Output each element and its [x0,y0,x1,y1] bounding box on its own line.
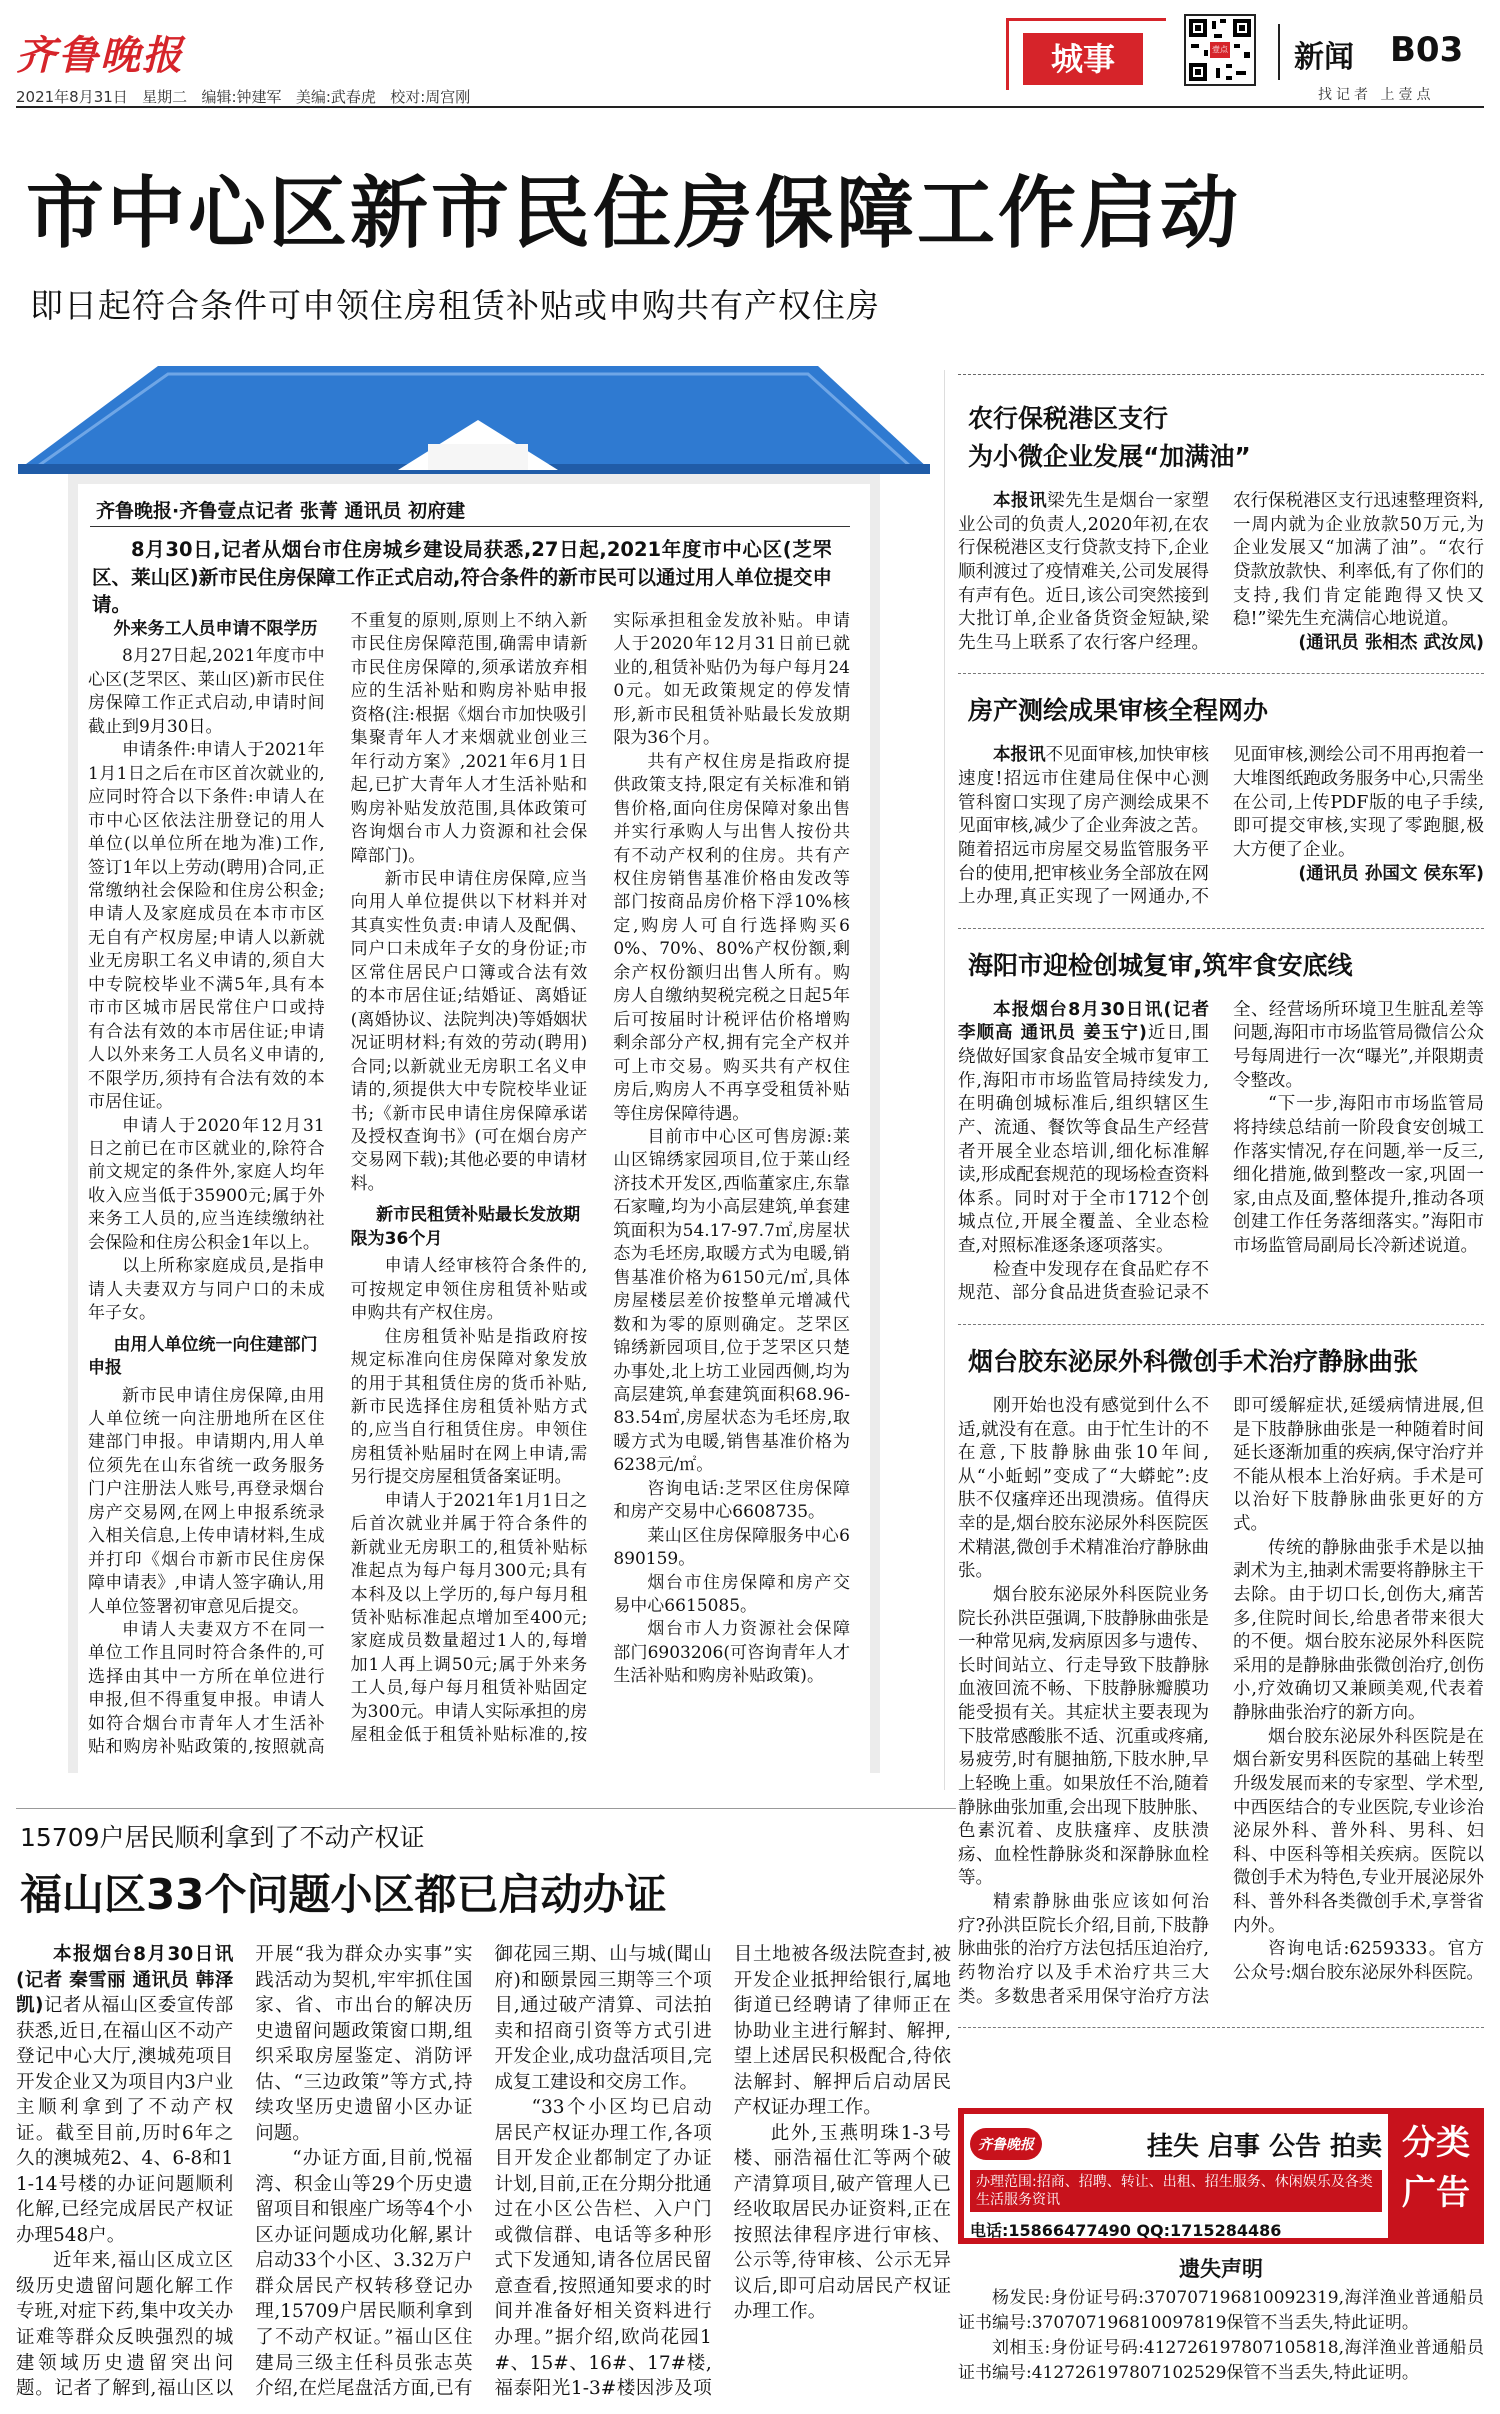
lead-paragraph: 新市民申请住房保障,应当向用人单位提供以下材料并对其真实性负责:申请人及配偶、同户口未成年子女的身份证;市区常住居民户口簿或合法有效的本市居住证;结婚证、离婚证(离婚协议、法院判决)等婚姻状况证明材料;有效的劳动(聘用)合同;以新就业无房职工名义申请的,须提供大中专院校毕业证书;《新市民申请住房保障承诺及授权查询书》(可在烟台房产交易网下载);其他必要的申请材料。 [350,868,588,1194]
masthead-rule [16,106,1484,108]
lead-paragraph: 申请人夫妻双方不在同一单位工作且同时符合条件的,可选择由其中一方所在单位进行申报,但不得重复申报。申请人如符合烟台市青年人才生活补贴和购房补贴政策的,按照就高不重复的原则,原则上不纳入新市民住房保障范围,确需申请新市民住房保障的,须承诺放弃相应的生活补贴和购房补贴申报资格(注:根据《烟台市加快吸引集聚青年人才来烟就业创业三年行动方案》,2021年6月1日起,已扩大青年人才生活补贴和购房补贴发放范围,具体政策可咨询烟台市人力资源和社会保障部门)。 [88,611,588,1758]
ad-headline: 挂失 启事 公告 拍卖 [1146,2131,1382,2162]
lead-paragraph: 共有产权住房是指政府提供政策支持,限定有关标准和销售价格,面向住房保障对象出售并实行承购人与出售人按份共有不动产权利的住房。共有产权住房销售基准价格由发改等部门按商品房价格下浮10%核定,购房人可自行选择购买60%、70%、80%产权份额,剩余产权份额归出售人所有。购房人自缴纳契税完税之日起5年后可按届时计税评估价格增购剩余部分产权,拥有完全产权并可上市交易。购买共有产权住房后,购房人不再享受租赁补贴等住房保障待遇。 [613,751,850,1124]
right-article-paragraph: 烟台胶东泌尿外科医院是在烟台新安男科医院的基础上转型升级发展而来的专家型、学术型,中西医结合的专业医院,专业诊治泌尿外科、普外科、男科、妇科、中医科等相关疾病。医院以微创手术为特色,专业开展泌尿外科、普外科各类微创手术,享誉省内外。 [1233,1726,1484,1936]
right-article-paragraph: 刚开始也没有感觉到什么不适,就没有在意。由于忙生计的不在意,下肢静脉曲张10年间,从“小蚯蚓”变成了“大蟒蛇”:皮肤不仅瘙痒还出现溃疡。值得庆幸的是,烟台胶东泌尿外科医院医术精湛,微创手术精准治疗静脉曲张。 [958,1395,1209,1582]
lead-paragraph: 莱山区住房保障服务中心6890159。 [613,1525,850,1570]
right-article-text: 梁先生是烟台一家塑业公司的负责人,2020年初,在农行保税港区支行贷款支持下,企业顺利渡过了疫情难关,公司发展得有声有色。近日,该公司突然接到大批订单,企业备货资金短缺,梁先生马上联系了农行客户经理。农行保税港区支行迅速整理资料,一周内就为企业放款50万元,为企业发展又“加满了油”。“农行贷款放款快、利率低,有了你们的支持,我们肯定能跑得又快又稳!”梁先生充满信心地说道。 [958,491,1484,653]
ad-big-label [1396,2118,1476,2218]
paper-logo: 齐鲁晚报 [16,32,184,79]
lead-title: 市中心区新市民住房保障工作启动 [26,169,1242,259]
right-article [958,1343,1484,2009]
right-article-byline: 本报讯 [993,745,1046,766]
lead-paragraph: 住房租赁补贴是指政府按规定标准向住房保障对象发放的用于其租赁住房的货币补贴,新市民选择住房租赁补贴方式的,应当自行租赁住房。申领住房租赁补贴届时在网上申请,需另行提交房屋租赁备案证明。 [350,1326,588,1488]
right-article-paragraph: “下一步,海阳市市场监管局将持续总结前一阶段食安创城工作落实情况,存在问题,举一反三,细化措施,做到整改一家,巩固一家,由点及面,整体提升,推动各项创建工作任务落细落实。”海阳市市场监管局副局长冷新述说道。 [1233,1094,1484,1256]
right-column [958,400,1484,2092]
lead-paragraph: 烟台市人力资源社会保障部门6903206(可咨询青年人才生活补贴和购房补贴政策)。 [613,1619,850,1687]
right-article-rule [958,1324,1484,1325]
divider [1278,24,1280,80]
proofreader: 校对:周宫刚 [390,88,471,106]
right-article-text: 不见面审核,加快审核速度!招远市住建局住保中心测管科窗口实现了房产测绘成果不见面审核,减少了企业奔波之苦。随着招远市房屋交易监管服务平台的使用,把审核业务全部放在网上办理,真正实现了一网通办,不见面审核,测绘公司不用再抱着一大堆图纸跑政务服务中心,只需坐在公司,上传PDF版的电子手续,即可提交审核,实现了零跑腿,极大方便了企业。 [958,745,1484,908]
classified-ad[interactable] [958,2108,1484,2244]
lead-paragraph: 咨询电话:芝罘区住房保障和房产交易中心6608735。 [613,1478,850,1523]
fushan-byline: 本报烟台8月30日讯(记者 秦雪丽 通讯员 韩泽凯) [16,1944,234,2017]
right-article-body [958,1395,1484,2009]
right-article-paragraph [958,999,1209,1259]
lead-subhead: 新市民租赁补贴最长发放期限为36个月 [350,1205,581,1249]
right-top-rule [958,374,1484,375]
right-article-paragraph: 传统的静脉曲张手术是以抽剥术为主,抽剥术需要将静脉主干去除。由于切口长,创伤大,痛苦多,住院时间长,给患者带来很大的不便。烟台胶东泌尿外科医院采用的是静脉曲张微创治疗,创伤小,疗效确切又兼顾美观,代表着静脉曲张治疗的新方向。 [1233,1537,1484,1723]
right-article [958,947,1484,1306]
right-article [958,692,1484,909]
ad-logo: 齐鲁晚报 [970,2128,1042,2160]
lead-subhead: 由用人单位统一向住建部门申报 [88,1334,318,1379]
ad-top-row [970,2120,1382,2168]
right-article-paragraph: 咨询电话:6259333。官方公众号:烟台胶东泌尿外科医院。 [1233,1939,1484,1983]
lead-paragraph: 申请条件:申请人于2021年1月1日之后在市区首次就业的,应同时符合以下条件:申请人在市中心区依法注册登记的用人单位(以单位所在地为准)工作,签订1年以上劳动(聘用)合同,正常缴纳社会保险和住房公积金;申请人及家庭成员在本市市区无自有产权房屋;申请人以新就业无房职工名义申请的,须自大中专院校毕业不满5年,具有本市市区城市居民常住户口或持有合法有效的本市居住证;申请人以外来务工人员名义申请的,不限学历,须持有合法有效的本市居住证。 [88,740,325,1113]
qr-code[interactable] [1184,14,1256,86]
lead-paragraph: 申请人于2021年1月1日之后首次就业并属于符合条件的新就业无房职工的,租赁补贴标准起点为每户每月300元;具有本科及以上学历的,每户每月租赁补贴标准起点增加至400元;家庭成员数量超过1人的,每增加1人再上调50元;属于外来务工人员,每户每月租赁补贴固定为300元。申请人实际承担的房屋租金低于租赁补贴标准的,按实际承担租金发放补贴。申请人于2020年12月31日前已就业的,租赁补贴仍为每户每月240元。如无政策规定的停发情形,新市民租赁补贴最长发放期限为36个月。 [350,611,850,1746]
fushan-para: “33个小区均已启动居民产权证办理工作,各项目开发企业都制定了办证计划,目前,正在分期分批通过在小区公告栏、入户门或微信群、电话等多种形式下发通知,请各位居民留意查看,按照通知要求的时间并准备好相关资料进行办理。”据介绍,欧尚花园1#、15#、16#、17#楼,福泰阳光1-3#楼因涉及项目土地被各级法院查封,被开发企业抵押给银行,属地街道已经聘请了律师正在协助业主进行解封、解押,望上述居民积极配合,待依法解封、解押后启动居民产权证办理工作。 [494,1944,951,2400]
right-article-paragraph: 检查中发现存在食品贮存不规范、部分食品进货查验记录不全、经营场所环境卫生脏乱差等问题,海阳市市场监管局微信公众号每周进行一次“曝光”,并限期责令整改。 [958,999,1484,1304]
issue-date: 2021年8月31日 [16,88,128,106]
lead-paragraph: 新市民申请住房保障,由用人单位统一向注册地所在区住建部门申报。申请期内,用人单位须先在山东省统一政务服务门户注册法人账号,再登录烟台房产交易网,在网上申报系统录入相关信息,上传申请材料,生成并打印《烟台市新市民住房保障申请表》,申请人签字确认,用人单位签署初审意见后提交。 [88,1385,325,1617]
ad-scope: 办理范围:招商、招聘、转让、出租、招生服务、休闲娱乐及各类生活服务资讯 [970,2170,1382,2212]
lost-line: 杨发民:身份证号码:370707196810092319,海洋渔业普通船员证书编号:370707196810097819保管不当丢失,特此证明。 [958,2288,1484,2333]
ad-phone: 电话:15866477490 QQ:1715284486 [970,2221,1282,2240]
lead-paragraph: 申请人经审核符合条件的,可按规定申领住房租赁补贴或申购共有产权住房。 [350,1256,588,1324]
issue-weekday: 星期二 [142,88,188,106]
editor: 编辑:钟建军 [201,88,282,106]
fushan-kicker: 15709户居民顺利拿到了不动产权证 [20,1823,425,1852]
right-article-signature: (通讯员 张相杰 武汝凤) [1298,632,1484,653]
section-tab [1006,18,1166,90]
issue-info [16,86,470,107]
right-article-rule [958,673,1484,674]
lead-paragraph: 目前市中心区可售房源:莱山区锦绣家园项目,位于莱山经济技术开发区,西临董家庄,东靠石家疃,均为小高层建筑,单套建筑面积为54.17-97.7㎡,房屋状态为毛坯房,取暖方式为电暖,销售基准价格为6150元/㎡,具体房屋楼层差价按整单元增减代数和为零的原则确定。芝罘区锦绣新园项目,位于芝罘区只楚办事处,北上坊工业园西侧,均为高层建筑,单套建筑面积68.96-83.54㎡,房屋状态为毛坯房,取暖方式为电暖,销售基准价格为6238元/㎡。 [613,1126,850,1476]
right-article-body [958,490,1484,655]
lead-subtitle: 即日起符合条件可申领住房租赁补贴或申购共有产权住房 [30,286,880,325]
lead-paragraph: 8月27日起,2021年度市中心区(芝罘区、莱山区)新市民住房保障工作正式启动,申请时间截止到9月30日。 [88,646,325,737]
page-number: B03 [1390,30,1464,70]
column-divider [944,370,945,1790]
lead-body [88,610,850,1760]
qr-label: 壹点 [1212,45,1228,54]
masthead [16,14,1484,104]
right-article-byline: 本报烟台8月30日讯(记者 李顺高 通讯员 姜玉宁) [958,999,1209,1044]
fushan-para [16,1942,233,2248]
lead-subhead: 外来务工人员申请不限学历 [113,619,318,639]
lost-title: 遗失声明 [1179,2257,1263,2281]
lead-intro-text: 8月30日,记者从烟台市住房城乡建设局获悉,27日起,2021年度市中心区(芝罘区、莱山区)新市民住房保障工作正式启动,符合条件的新市民可以通过用人单位提交申请。 [92,538,832,616]
right-article [958,400,1484,655]
reporter-tag: 找记者 上壹点 [1318,87,1435,103]
ad-big-1: 分类 [1402,2123,1470,2163]
fushan-para: “办证方面,目前,悦福湾、积金山等29个历史遗留项目和银座广场等4个小区办证问题成功化解,累计启动33个小区、3.32万户群众居民产权转移登记办理,15709户居民顺利拿到了不动产权证。”福山区住建局三级主任科员张志英介绍,在烂尾盘活方面,已有御花园三期、山与城(聞山府)和颐景园三期等三个项目,通过破产清算、司法拍卖和招商引资等方式引进开发企业,成功盘活项目,完成复工建设和交房工作。 [255,1944,712,2400]
fushan-para: 此外,玉燕明珠1-3号楼、丽浩福仕汇等两个破产清算项目,破产管理人已经收取居民办证资料,正在按照法律程序进行审核、公示等,待审核、公示无异议后,即可启动居民产权证办理工作。 [733,2122,951,2323]
byline-rule [90,526,850,527]
page-section: 新闻 [1294,40,1354,75]
right-article-title: 农行保税港区支行 为小微企业发展“加满油” [968,404,1251,471]
fushan-body [16,1942,951,2404]
lead-paragraph: 申请人于2020年12月31日之前已在市区就业的,除符合前文规定的条件外,家庭人均年收入应当低于35900元;属于外来务工人员的,应当连续缴纳社会保险和住房公积金1年以上。 [88,1115,325,1253]
fushan-rule [16,1808,956,1809]
designer: 美编:武春虎 [295,88,376,106]
ad-big-2: 广告 [1402,2173,1470,2213]
right-article-signature: (通讯员 孙国文 侯东军) [1298,863,1484,884]
right-article-paragraph: 精索静脉曲张应该如何治疗?孙洪臣院长介绍,目前,下肢静脉曲张的治疗方法包括压迫治疗,药物治疗以及手术治疗共三大类。多数患者采用保守治疗方法即可缓解症状,延缓病情进展,但是下肢静脉曲张是一种随着时间延长逐渐加重的疾病,保守治疗并不能从根本上治好病。手术是可以治好下肢静脉曲张更好的方式。 [958,1395,1484,2007]
fushan-para: 近年来,福山区成立区级历史遗留问题化解工作专班,对症下药,集中攻关办证难等群众反映强烈的城建领域历史遗留突出问题。记者了解到,福山区以开展“我为群众办实事”实践活动为契机,牢牢抓住国家、省、市出台的解决历史遗留问题政策窗口期,组织采取房屋鉴定、消防评估、“三边政策”等方式,持续攻坚历史遗留小区办证问题。 [16,1944,473,2400]
right-article-title: 海阳市迎检创城复审,筑牢食安底线 [968,950,1353,980]
right-article-title: 房产测绘成果审核全程网办 [968,696,1269,726]
ad-inner [964,2114,1388,2238]
lead-paragraph: 以上所称家庭成员,是指申请人夫妻双方与同户口的未成年子女。 [88,1256,325,1324]
right-article-title: 烟台胶东泌尿外科微创手术治疗静脉曲张 [968,1346,1419,1376]
right-article-body [958,999,1484,1306]
right-article-body [958,744,1484,909]
right-article-byline: 本报讯 [993,491,1048,511]
lead-intro [92,536,832,619]
fushan-para-text: 记者从福山区委宣传部获悉,近日,在福山区不动产登记中心大厅,澳城苑项目开发企业又为项目内3户业主顺利拿到了不动产权证。截至目前,历时6年之久的澳城苑2、4、6-8和11-14号楼的办证问题顺利化解,已经完成居民产权证办理548户。 [16,1995,234,2246]
lead-paragraph: 烟台市住房保障和房产交易中心6615085。 [613,1572,850,1617]
right-article-rule [958,928,1484,929]
page-label-bar [1278,14,1484,104]
right-article-paragraph: 烟台胶东泌尿外科医院业务院长孙洪臣强调,下肢静脉曲张是一种常见病,发病原因多与遗传、长时间站立、行走导致下肢静脉血液回流不畅、下肢静脉瓣膜功能受损有关。其症状主要表现为下肢常感酸胀不适、沉重或疼痛,易疲劳,时有腿抽筋,下肢水肿,早上轻晚上重。如果放任不治,随着静脉曲张加重,会出现下肢肿胀、色素沉着、皮肤瘙痒、皮肤溃疡、血栓性静脉炎和深静脉血栓等。 [958,1584,1209,1889]
right-article-rule [958,2027,1484,2028]
right-article-text: 近日,围绕做好国家食品安全城市复审工作,海阳市市场监管局持续发力,在明确创城标准后,组织辖区生产、流通、餐饮等食品生产经营者开展全业态培训,细化标准解读,形成配套规范的现场检查资料体系。同时对于全市1712个创城点位,开展全覆盖、全业态检查,对照标准逐条逐项落实。 [958,1023,1209,1256]
lost-notice [958,2252,1484,2386]
lost-line: 刘相玉:身份证号码:412726197807105818,海洋渔业普通船员证书编号:412726197807102529保管不当丢失,特此证明。 [958,2338,1484,2383]
lead-byline: 齐鲁晚报·齐鲁壹点记者 张菁 通讯员 初府建 [96,500,466,522]
right-article-paragraph [958,490,1484,655]
fushan-title: 福山区33个问题小区都已启动办证 [20,1870,667,1919]
section-label: 城事 [1023,33,1143,85]
